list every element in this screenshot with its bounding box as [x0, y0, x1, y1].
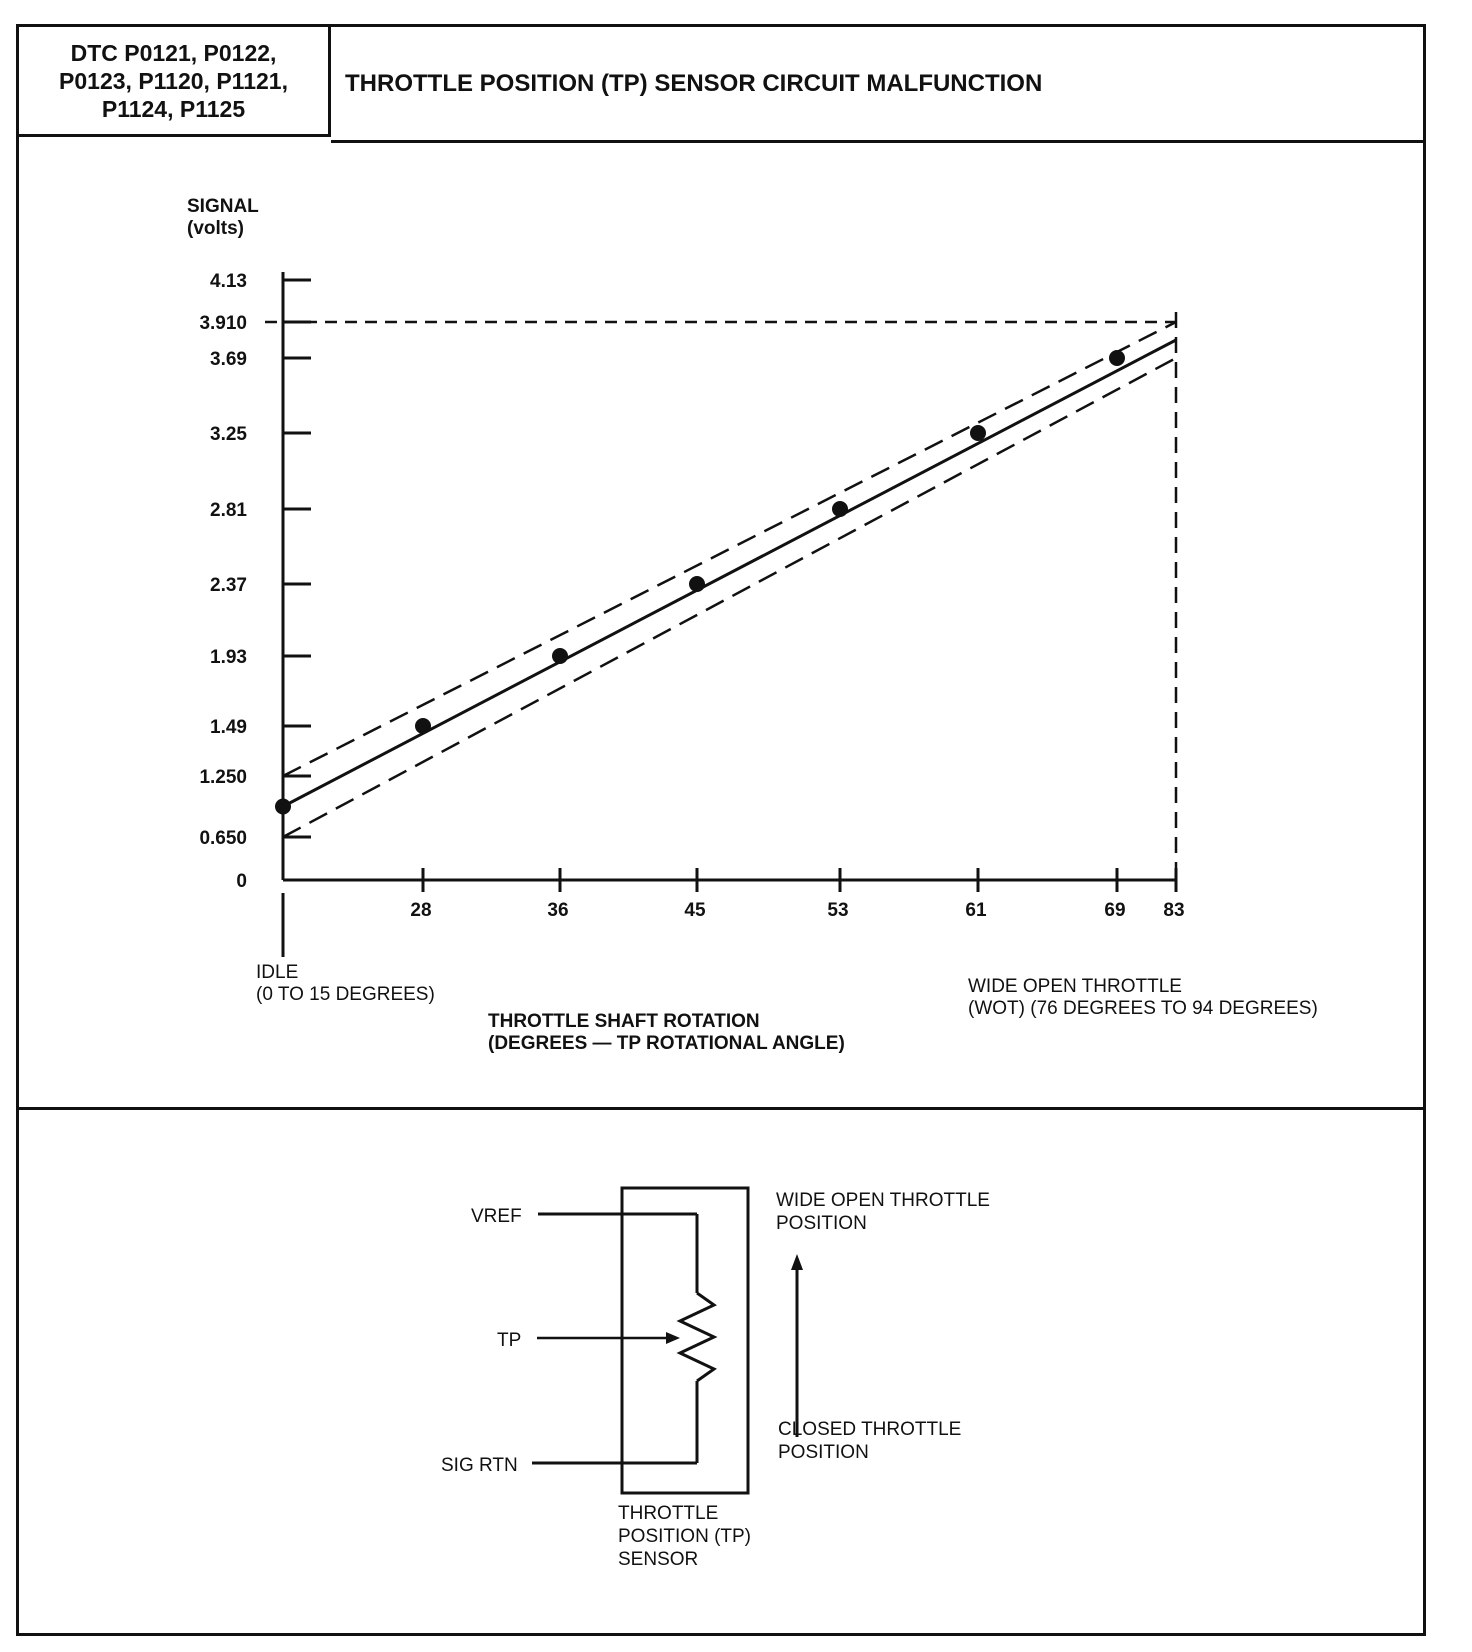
x-tick-label: 61 — [965, 900, 987, 921]
sensor-label-line-2: POSITION (TP) — [618, 1526, 751, 1547]
page-title-text: THROTTLE POSITION (TP) SENSOR CIRCUIT MALFUNCTION — [345, 69, 1043, 97]
reference-lines — [265, 312, 1176, 880]
y-tick-label: 2.81 — [210, 500, 247, 521]
tp-voltage-chart — [187, 196, 1318, 1054]
upper-limit-line — [283, 322, 1176, 776]
dtc-code-line-1: DTC P0121, P0122, — [70, 39, 277, 66]
closed-position-label-line-1: CLOSED THROTTLE — [778, 1419, 962, 1440]
data-point — [1109, 350, 1125, 366]
x-axis-label-line-1: THROTTLE SHAFT ROTATION — [488, 1011, 760, 1032]
tp-sensor-schematic — [532, 1188, 803, 1493]
sensor-label-line-1: THROTTLE — [618, 1503, 719, 1524]
wot-label-line-2: (WOT) (76 DEGREES TO 94 DEGREES) — [968, 998, 1318, 1019]
y-axis-label-line-1: SIGNAL — [187, 196, 259, 217]
data-point — [552, 648, 568, 664]
y-tick-label: 3.25 — [210, 424, 247, 445]
tp-sensor-box — [622, 1188, 748, 1493]
sig-rtn-label: SIG RTN — [441, 1455, 518, 1476]
tp-wiper-arrow-icon — [666, 1332, 680, 1344]
y-tick-label: 3.69 — [210, 349, 247, 370]
y-tick-label: 1.49 — [210, 717, 247, 738]
y-tick-label: 1.93 — [210, 647, 247, 668]
x-tick-label: 28 — [410, 900, 432, 921]
data-point — [275, 799, 291, 815]
y-axis-label-line-2: (volts) — [187, 218, 244, 239]
x-tick-label: 36 — [547, 900, 569, 921]
y-tick-label: 4.13 — [210, 271, 247, 292]
y-tick-label: 3.910 — [199, 313, 247, 334]
nominal-line — [283, 340, 1176, 807]
data-point — [832, 501, 848, 517]
data-point — [415, 718, 431, 734]
y-axis-ticks — [199, 271, 311, 892]
idle-label-line-2: (0 TO 15 DEGREES) — [256, 984, 435, 1005]
wot-position-label-line-1: WIDE OPEN THROTTLE — [776, 1190, 990, 1211]
schematic-labels — [441, 1190, 990, 1570]
x-tick-label: 69 — [1104, 900, 1126, 921]
potentiometer-resistor — [680, 1293, 714, 1381]
chart-axes — [283, 272, 1176, 880]
idle-label-line-1: IDLE — [256, 962, 299, 983]
x-tick-label: 45 — [684, 900, 706, 921]
tp-label: TP — [497, 1330, 522, 1351]
nominal-signal-line — [283, 340, 1176, 807]
data-point — [970, 425, 986, 441]
x-tick-label: 53 — [827, 900, 849, 921]
lower-limit-line — [283, 358, 1176, 837]
dtc-code-line-3: P1124, P1125 — [101, 95, 246, 122]
closed-position-label-line-2: POSITION — [778, 1442, 869, 1463]
dtc-code-line-2: P0123, P1120, P1121, — [59, 67, 288, 94]
y-tick-label: 2.37 — [210, 575, 247, 596]
x-tick-label: 83 — [1163, 900, 1185, 921]
tolerance-limit-lines — [283, 322, 1176, 837]
wot-label-line-1: WIDE OPEN THROTTLE — [968, 976, 1182, 997]
y-tick-label: 1.250 — [199, 767, 247, 788]
sensor-label-line-3: SENSOR — [618, 1549, 699, 1570]
x-axis-label-line-2: (DEGREES — TP ROTATIONAL ANGLE) — [488, 1033, 845, 1054]
wot-position-label-line-2: POSITION — [776, 1213, 867, 1234]
x-axis-ticks — [410, 868, 1184, 921]
y-tick-label: 0 — [236, 871, 247, 892]
vref-label: VREF — [471, 1206, 522, 1227]
data-point — [689, 576, 705, 592]
y-tick-label: 0.650 — [199, 828, 247, 849]
throttle-direction-arrow-icon — [791, 1254, 803, 1270]
